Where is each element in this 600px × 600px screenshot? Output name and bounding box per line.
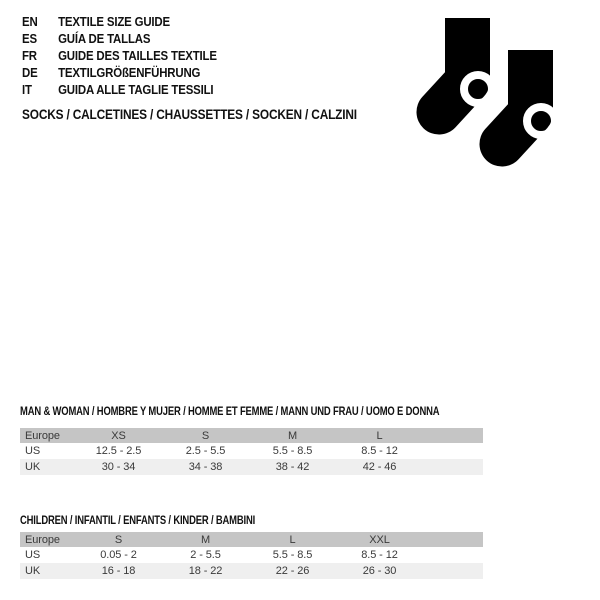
list-item <box>22 30 217 47</box>
table-row <box>20 443 483 459</box>
language-title-list <box>22 13 217 98</box>
table-row <box>20 563 483 579</box>
table-title-man-woman: MAN & WOMAN / HOMBRE Y MUJER / HOMME ET FEMME / MANN UND FRAU / UOMO E DONNA <box>20 406 440 418</box>
size-value: 34 - 38 <box>188 461 223 473</box>
size-value: 2.5 - 5.5 <box>185 445 226 457</box>
column-header: XS <box>111 429 126 442</box>
table-header-row <box>20 428 483 443</box>
socks-icon <box>405 10 570 185</box>
sock-back <box>439 18 492 112</box>
guide-title: TEXTILE SIZE GUIDE <box>58 14 170 29</box>
guide-title: GUIDE DES TAILLES TEXTILE <box>58 48 217 63</box>
row-label: US <box>25 549 41 561</box>
language-code: DE <box>22 65 38 80</box>
size-value: 0.05 - 2 <box>100 549 137 561</box>
column-header: M <box>287 429 298 442</box>
language-code: IT <box>22 82 32 97</box>
size-value: 8.5 - 12 <box>361 445 398 457</box>
column-header: L <box>376 429 383 442</box>
size-value: 30 - 34 <box>101 461 136 473</box>
column-header: Europe <box>25 533 60 546</box>
size-value: 16 - 18 <box>101 565 136 577</box>
column-header: L <box>289 533 296 546</box>
size-value: 38 - 42 <box>275 461 310 473</box>
guide-title: GUÍA DE TALLAS <box>58 31 151 46</box>
language-code: EN <box>22 14 38 29</box>
row-label: UK <box>25 461 41 473</box>
guide-title: TEXTILGRÖßENFÜHRUNG <box>58 65 201 80</box>
column-header: Europe <box>25 429 60 442</box>
column-header: XXL <box>369 533 390 546</box>
table-header-row <box>20 532 483 547</box>
size-value: 22 - 26 <box>275 565 310 577</box>
size-value: 18 - 22 <box>188 565 223 577</box>
size-table-man-woman <box>20 428 483 475</box>
column-header: S <box>201 429 210 442</box>
size-table-children <box>20 532 483 579</box>
language-code: FR <box>22 48 37 63</box>
size-value: 26 - 30 <box>362 565 397 577</box>
size-value: 5.5 - 8.5 <box>272 549 313 561</box>
row-label: US <box>25 445 41 457</box>
language-code: ES <box>22 31 37 46</box>
row-label: UK <box>25 565 41 577</box>
guide-title: GUIDA ALLE TAGLIE TESSILI <box>58 82 214 97</box>
column-header: S <box>114 533 123 546</box>
list-item <box>22 64 217 81</box>
size-value: 12.5 - 2.5 <box>95 445 142 457</box>
list-item <box>22 81 217 98</box>
size-value: 42 - 46 <box>362 461 397 473</box>
size-value: 8.5 - 12 <box>361 549 398 561</box>
size-value: 5.5 - 8.5 <box>272 445 313 457</box>
list-item <box>22 47 217 64</box>
product-category-line: SOCKS / CALCETINES / CHAUSSETTES / SOCKEN / CALZINI <box>22 107 357 122</box>
size-value: 2 - 5.5 <box>190 549 221 561</box>
table-row <box>20 459 483 475</box>
column-header: M <box>200 533 211 546</box>
table-row <box>20 547 483 563</box>
list-item <box>22 13 217 30</box>
table-title-children: CHILDREN / INFANTIL / ENFANTS / KINDER / BAMBINI <box>20 515 256 527</box>
sock-front <box>502 50 555 144</box>
